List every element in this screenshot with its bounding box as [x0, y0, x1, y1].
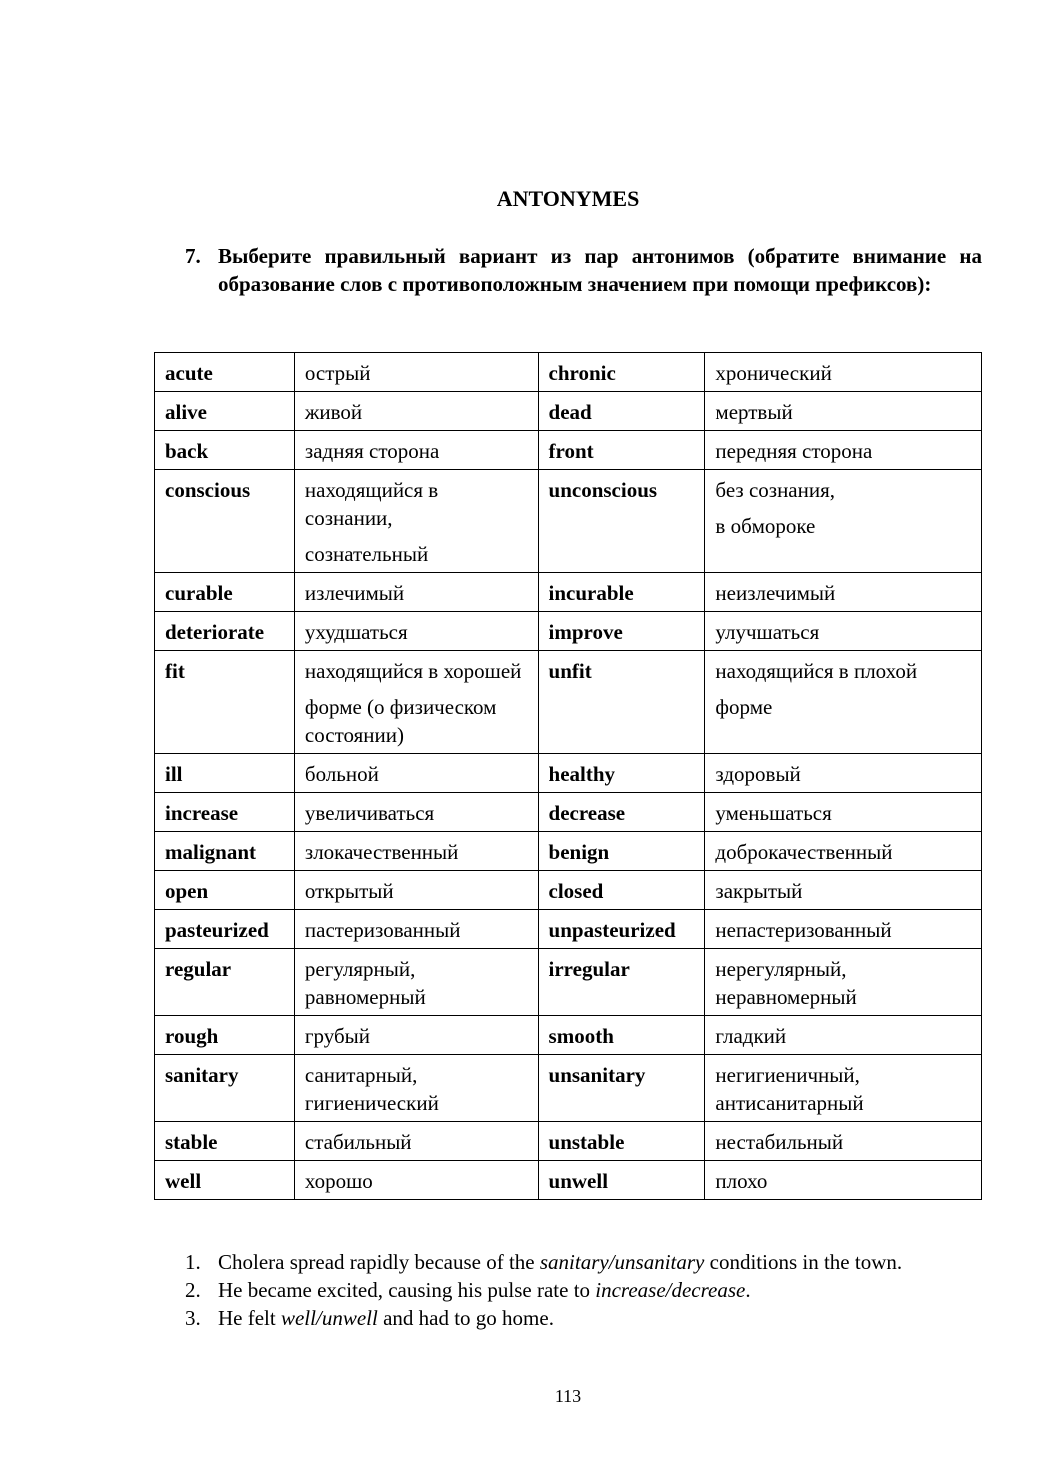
- antonym-translation: непастеризованный: [715, 918, 892, 942]
- english-word-cell: acute: [155, 353, 295, 392]
- english-word-cell: pasteurized: [155, 910, 295, 949]
- russian-translation: пастеризованный: [304, 918, 461, 942]
- english-word-cell: back: [155, 431, 295, 470]
- antonym-word-cell: unfit: [538, 651, 705, 754]
- table-row: [155, 431, 982, 470]
- antonyms-table-body: [155, 353, 982, 1200]
- russian-translation-cell: [294, 832, 538, 871]
- sentence-number: 1.: [185, 1250, 201, 1274]
- antonym-translation: передняя сторона: [715, 439, 873, 463]
- russian-translation-cell: [294, 431, 538, 470]
- russian-translation: задняя сторона: [304, 439, 440, 463]
- table-row: [155, 353, 982, 392]
- english-word-cell: stable: [155, 1122, 295, 1161]
- antonym-word-cell: irregular: [538, 949, 705, 1016]
- russian-translation-cell: [294, 353, 538, 392]
- antonym-word-cell: unstable: [538, 1122, 705, 1161]
- russian-translation: злокачественный: [304, 840, 459, 864]
- antonym-translation: уменьшаться: [715, 801, 832, 825]
- russian-translation-cell: [294, 1055, 538, 1122]
- sentence-number: 3.: [185, 1306, 201, 1330]
- antonym-translation-cell: [705, 470, 982, 573]
- russian-translation: сознательный: [304, 542, 429, 566]
- table-row: [155, 392, 982, 431]
- antonyms-table: [154, 352, 982, 1200]
- antonym-word-cell: decrease: [538, 793, 705, 832]
- antonym-translation-cell: [705, 612, 982, 651]
- english-word-cell: alive: [155, 392, 295, 431]
- russian-translation: ухудшаться: [304, 620, 408, 644]
- antonym-word-cell: improve: [538, 612, 705, 651]
- antonym-translation: негигиеничный, антисанитарный: [715, 1063, 864, 1115]
- antonym-translation: закрытый: [715, 879, 803, 903]
- russian-translation: живой: [304, 400, 363, 424]
- russian-translation-cell: [294, 573, 538, 612]
- antonym-translation: без сознания,: [715, 478, 836, 502]
- english-word-cell: open: [155, 871, 295, 910]
- antonym-translation: в обмороке: [715, 514, 816, 538]
- antonym-translation-cell: [705, 832, 982, 871]
- antonym-word-cell: front: [538, 431, 705, 470]
- russian-translation-cell: [294, 392, 538, 431]
- antonym-translation-cell: [705, 871, 982, 910]
- antonym-translation: неизлечимый: [715, 581, 836, 605]
- russian-translation-cell: [294, 1016, 538, 1055]
- russian-translation: хорошо: [304, 1169, 373, 1193]
- english-word-cell: curable: [155, 573, 295, 612]
- antonym-translation-cell: [705, 353, 982, 392]
- antonym-translation: здоровый: [715, 762, 801, 786]
- table-row: [155, 1055, 982, 1122]
- task-number: 7.: [185, 244, 201, 268]
- sentence-text: conditions in the town.: [704, 1250, 903, 1274]
- table-row: [155, 1122, 982, 1161]
- antonym-word-cell: smooth: [538, 1016, 705, 1055]
- section-heading: ANTONYMES: [496, 186, 640, 211]
- antonym-word-cell: chronic: [538, 353, 705, 392]
- antonym-word-cell: unpasteurized: [538, 910, 705, 949]
- exercise-sentences: [185, 1248, 982, 1332]
- antonym-translation-cell: [705, 392, 982, 431]
- english-word-cell: sanitary: [155, 1055, 295, 1122]
- antonym-word-cell: unsanitary: [538, 1055, 705, 1122]
- table-row: [155, 573, 982, 612]
- antonym-translation: нерегулярный, неравномерный: [715, 957, 857, 1009]
- table-row: [155, 651, 982, 754]
- antonym-translation-cell: [705, 910, 982, 949]
- antonym-word-cell: unconscious: [538, 470, 705, 573]
- sentence-text: He became excited, causing his pulse rate to: [218, 1278, 596, 1302]
- antonym-word-cell: unwell: [538, 1161, 705, 1200]
- answer-choice: well/unwell: [280, 1306, 378, 1330]
- table-row: [155, 1016, 982, 1055]
- antonym-word-cell: benign: [538, 832, 705, 871]
- antonym-translation: доброкачественный: [715, 840, 893, 864]
- antonym-translation: улучшаться: [715, 620, 820, 644]
- antonym-translation: плохо: [715, 1169, 768, 1193]
- task-text: Выберите правильный вариант из пар антонимов (обратите внимание на образование слов с противоположным значением при помощи префиксов):: [218, 244, 982, 296]
- table-row: [155, 612, 982, 651]
- russian-translation: острый: [304, 361, 371, 385]
- russian-translation: форме (о физическом состоянии): [304, 695, 497, 747]
- page-number: 113: [554, 1386, 582, 1406]
- english-word-cell: deteriorate: [155, 612, 295, 651]
- english-word-cell: conscious: [155, 470, 295, 573]
- sentence-item: [185, 1304, 982, 1332]
- antonym-word-cell: healthy: [538, 754, 705, 793]
- antonym-translation-cell: [705, 754, 982, 793]
- russian-translation: больной: [304, 762, 379, 786]
- russian-translation: открытый: [304, 879, 394, 903]
- antonym-translation-cell: [705, 1161, 982, 1200]
- russian-translation: грубый: [304, 1024, 370, 1048]
- russian-translation-cell: [294, 651, 538, 754]
- antonym-translation: форме: [715, 695, 773, 719]
- table-row: [155, 871, 982, 910]
- antonym-translation-cell: [705, 793, 982, 832]
- sentence-item: [185, 1276, 982, 1304]
- table-row: [155, 470, 982, 573]
- russian-translation: находящийся в хорошей: [304, 659, 522, 683]
- antonym-translation-cell: [705, 949, 982, 1016]
- antonym-translation-cell: [705, 651, 982, 754]
- table-row: [155, 832, 982, 871]
- russian-translation-cell: [294, 470, 538, 573]
- sentence-text: Cholera spread rapidly because of the: [218, 1250, 540, 1274]
- russian-translation: находящийся в сознании,: [304, 478, 439, 530]
- english-word-cell: rough: [155, 1016, 295, 1055]
- russian-translation: увеличиваться: [304, 801, 435, 825]
- russian-translation: регулярный, равномерный: [304, 957, 426, 1009]
- sentence-text: .: [745, 1278, 751, 1302]
- table-row: [155, 910, 982, 949]
- english-word-cell: fit: [155, 651, 295, 754]
- antonym-translation: гладкий: [715, 1024, 787, 1048]
- russian-translation-cell: [294, 793, 538, 832]
- russian-translation-cell: [294, 1122, 538, 1161]
- antonym-translation: хронический: [715, 361, 832, 385]
- table-row: [155, 1161, 982, 1200]
- antonym-word-cell: closed: [538, 871, 705, 910]
- antonym-translation: мертвый: [715, 400, 793, 424]
- russian-translation: излечимый: [304, 581, 405, 605]
- antonym-translation-cell: [705, 573, 982, 612]
- task-instruction: [185, 242, 982, 298]
- russian-translation: санитарный, гигиенический: [304, 1063, 439, 1115]
- antonym-word-cell: incurable: [538, 573, 705, 612]
- table-row: [155, 793, 982, 832]
- antonym-translation: находящийся в плохой: [715, 659, 918, 683]
- answer-choice: sanitary/unsanitary: [539, 1250, 705, 1274]
- antonym-word-cell: dead: [538, 392, 705, 431]
- english-word-cell: regular: [155, 949, 295, 1016]
- sentence-text: He felt: [218, 1306, 281, 1330]
- table-row: [155, 754, 982, 793]
- answer-choice: increase/decrease: [595, 1278, 746, 1302]
- english-word-cell: ill: [155, 754, 295, 793]
- russian-translation: стабильный: [304, 1130, 412, 1154]
- russian-translation-cell: [294, 871, 538, 910]
- russian-translation-cell: [294, 910, 538, 949]
- sentence-number: 2.: [185, 1278, 201, 1302]
- russian-translation-cell: [294, 754, 538, 793]
- english-word-cell: increase: [155, 793, 295, 832]
- antonym-translation-cell: [705, 431, 982, 470]
- antonym-translation-cell: [705, 1055, 982, 1122]
- sentence-text: and had to go home.: [377, 1306, 554, 1330]
- russian-translation-cell: [294, 949, 538, 1016]
- sentence-item: [185, 1248, 982, 1276]
- english-word-cell: well: [155, 1161, 295, 1200]
- english-word-cell: malignant: [155, 832, 295, 871]
- russian-translation-cell: [294, 1161, 538, 1200]
- antonym-translation-cell: [705, 1016, 982, 1055]
- table-row: [155, 949, 982, 1016]
- russian-translation-cell: [294, 612, 538, 651]
- antonym-translation-cell: [705, 1122, 982, 1161]
- antonym-translation: нестабильный: [715, 1130, 844, 1154]
